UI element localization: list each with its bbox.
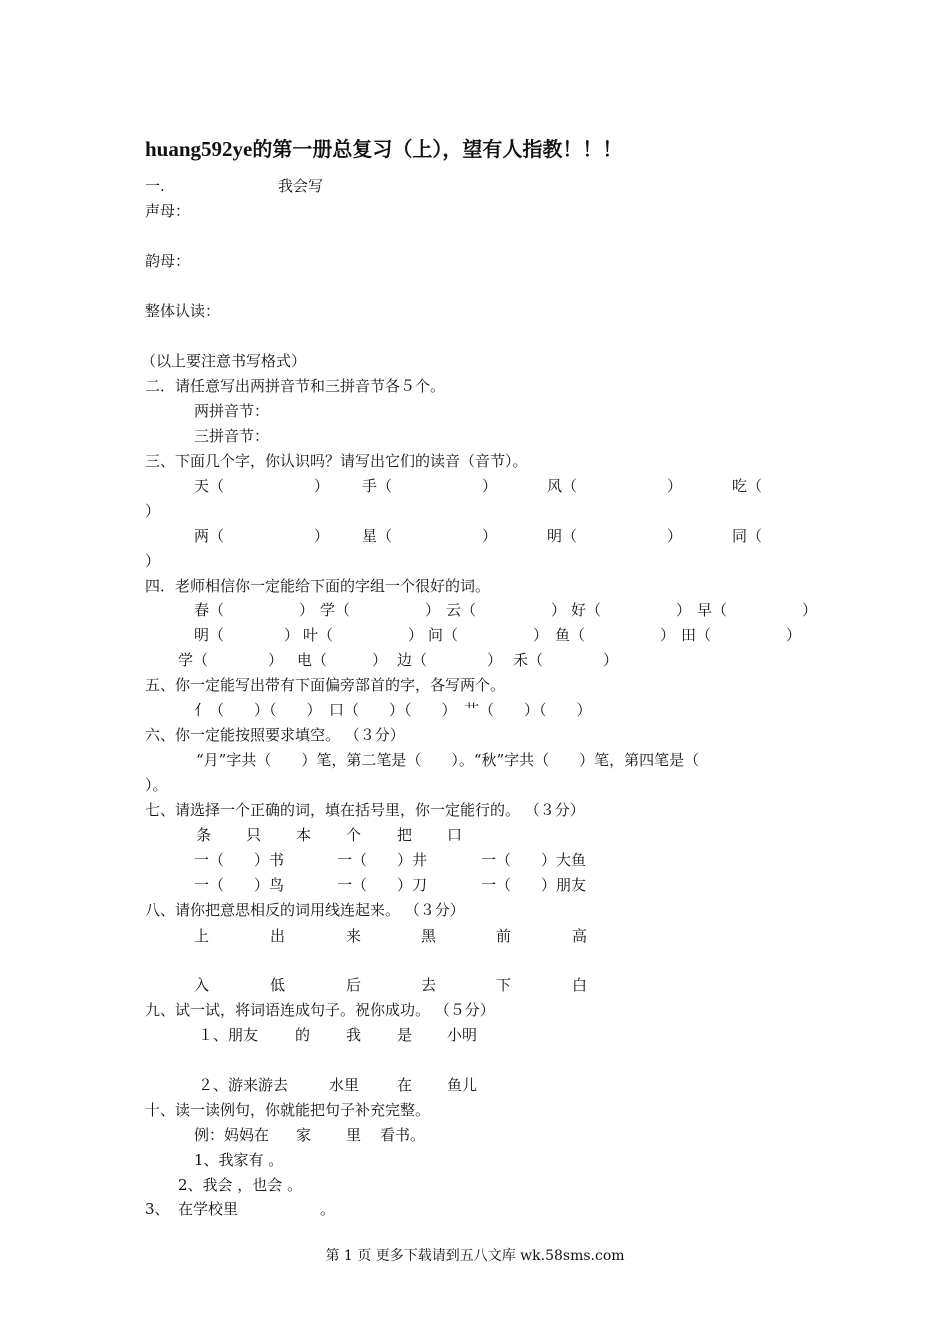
option-word: 条 xyxy=(196,826,212,844)
two-syllable-label: 两拼音节： xyxy=(194,402,270,420)
antonym-word: 高 xyxy=(572,927,588,945)
pinyin-item: 风（ ） xyxy=(547,477,683,495)
word-item: 问（ ） xyxy=(428,626,549,644)
option-word: 只 xyxy=(246,826,262,844)
antonym-word: 上 xyxy=(194,927,210,945)
title-text: 的第一册总复习（上），望有人指教！！！ xyxy=(252,137,623,161)
completion-q2: 2、我会 ，也会 。 xyxy=(178,1176,303,1194)
yunmu-label: 韵母： xyxy=(145,252,191,270)
sentence-word: 是 xyxy=(397,1026,413,1044)
pinyin-item: 两（ ） xyxy=(194,527,330,545)
sentence-1-words xyxy=(0,1025,950,1045)
section7-row1 xyxy=(0,850,950,870)
section3-prompt: 三、下面几个字，你认识吗？请写出它们的读音（音节）。 xyxy=(145,452,528,470)
sentence-2-words xyxy=(0,1075,950,1095)
antonym-word: 来 xyxy=(346,927,362,945)
section2-prompt: 二．请任意写出两拼音节和三拼音节各５个。 xyxy=(145,377,446,395)
section3-row2 xyxy=(0,526,950,546)
antonym-top-row xyxy=(0,926,950,946)
example-sentence xyxy=(0,1125,950,1145)
pinyin-item: 天（ ） xyxy=(194,477,330,495)
section7-prompt: 七、请选择一个正确的词，填在括号里，你一定能行的。 （３分） xyxy=(145,801,585,819)
section5-prompt: 五、你一定能写出带有下面偏旁部首的字，各写两个。 xyxy=(145,676,506,694)
section6-prompt: 六、你一定能按照要求填空。 （３分） xyxy=(145,726,405,744)
option-word: 个 xyxy=(346,826,362,844)
completion-q1: 1、我家有 。 xyxy=(194,1151,284,1169)
antonym-word: 白 xyxy=(572,976,588,994)
section4-row2 xyxy=(0,625,950,645)
section4-prompt: 四．老师相信你一定能给下面的字组一个很好的词。 xyxy=(145,577,491,595)
word-item: 叶（ ） xyxy=(303,626,424,644)
section1-number: 一. xyxy=(145,177,165,195)
example-part: 里 xyxy=(346,1126,362,1144)
pinyin-item: 同（ xyxy=(732,527,763,545)
section8-prompt: 八、请你把意思相反的词用线连起来。 （３分） xyxy=(145,901,465,919)
fill-item: 一（ ）大鱼 xyxy=(481,851,587,869)
antonym-word: 前 xyxy=(496,927,512,945)
section10-prompt: 十、读一读例句，你就能把句子补充完整。 xyxy=(145,1101,431,1119)
sentence-word: 鱼儿 xyxy=(447,1076,478,1094)
page-footer: 第 1 页 更多下载请到五八文库 wk.58sms.com xyxy=(325,1248,625,1264)
word-item: 好（ ） xyxy=(571,601,692,619)
sentence-word: 我 xyxy=(346,1026,362,1044)
fill-item: 一（ ）刀 xyxy=(337,876,428,894)
word-item: 电（ ） xyxy=(297,651,388,669)
pinyin-item: 明（ ） xyxy=(547,527,683,545)
antonym-word: 入 xyxy=(194,976,210,994)
measure-word-options xyxy=(0,825,950,845)
q3-text: 在学校里 xyxy=(178,1200,239,1218)
example-part: 家 xyxy=(296,1126,312,1144)
word-item: 边（ ） xyxy=(397,651,503,669)
q3-number: 3、 xyxy=(145,1200,170,1218)
word-item: 云（ ） xyxy=(446,601,567,619)
section4-row3 xyxy=(0,650,950,670)
zhengti-label: 整体认读： xyxy=(145,302,221,320)
sentence-word: ２、游来游去 xyxy=(198,1076,289,1094)
sentence-word: 在 xyxy=(397,1076,413,1094)
option-word: 本 xyxy=(296,826,312,844)
pinyin-item: 吃（ xyxy=(732,477,763,495)
word-item: 早（ ） xyxy=(697,601,818,619)
antonym-word: 去 xyxy=(421,976,437,994)
pinyin-item: 手（ ） xyxy=(362,477,498,495)
sentence-word: 水里 xyxy=(329,1076,360,1094)
title-author: huang592ye xyxy=(145,137,253,161)
section4-row1 xyxy=(0,600,950,620)
fill-item: 一（ ）朋友 xyxy=(481,876,587,894)
stroke-question: “月”字共（ ）笔，第二笔是（ ）。“秋”字共（ ）笔，第四笔是（ xyxy=(196,751,700,769)
sentence-word: １、朋友 xyxy=(198,1026,259,1044)
word-item: 明（ ） xyxy=(194,626,300,644)
word-item: 田（ ） xyxy=(681,626,802,644)
q3-end: 。 xyxy=(320,1200,336,1218)
section3-row1 xyxy=(0,476,950,496)
sentence-word: 小明 xyxy=(447,1026,478,1044)
antonym-word: 黑 xyxy=(421,927,437,945)
word-item: 学（ ） xyxy=(178,651,284,669)
antonym-bottom-row xyxy=(0,975,950,995)
section1-heading: 我会写 xyxy=(278,177,324,195)
word-item: 鱼（ ） xyxy=(555,626,676,644)
option-word: 把 xyxy=(397,826,413,844)
word-item: 禾（ ） xyxy=(513,651,619,669)
example-part: 看书。 xyxy=(380,1126,426,1144)
shengmu-label: 声母： xyxy=(145,202,191,220)
sentence-word: 的 xyxy=(295,1026,311,1044)
fill-item: 一（ ）书 xyxy=(194,851,285,869)
section9-prompt: 九、试一试，将词语连成句子。祝你成功。 （５分） xyxy=(145,1001,495,1019)
antonym-word: 下 xyxy=(496,976,512,994)
section7-row2 xyxy=(0,875,950,895)
stroke-question-tail: ）。 xyxy=(145,776,168,794)
format-note: （以上要注意书写格式） xyxy=(141,352,307,370)
page-title xyxy=(145,136,622,162)
section3-row2-tail: ） xyxy=(145,552,161,570)
word-item: 学（ ） xyxy=(320,601,441,619)
section3-row1-tail: ） xyxy=(145,502,161,520)
three-syllable-label: 三拼音节： xyxy=(194,427,270,445)
pinyin-item: 星（ ） xyxy=(362,527,498,545)
word-item: 春（ ） xyxy=(194,601,315,619)
radical-row: 亻（ ）（ ） 口（ ）（ ） 艹（ ）（ ） xyxy=(194,701,592,719)
option-word: 口 xyxy=(447,826,463,844)
completion-q3 xyxy=(0,1199,950,1219)
example-part: 例：妈妈在 xyxy=(194,1126,270,1144)
antonym-word: 出 xyxy=(270,927,286,945)
antonym-word: 低 xyxy=(270,976,286,994)
antonym-word: 后 xyxy=(346,976,362,994)
fill-item: 一（ ）井 xyxy=(337,851,428,869)
fill-item: 一（ ）鸟 xyxy=(194,876,285,894)
